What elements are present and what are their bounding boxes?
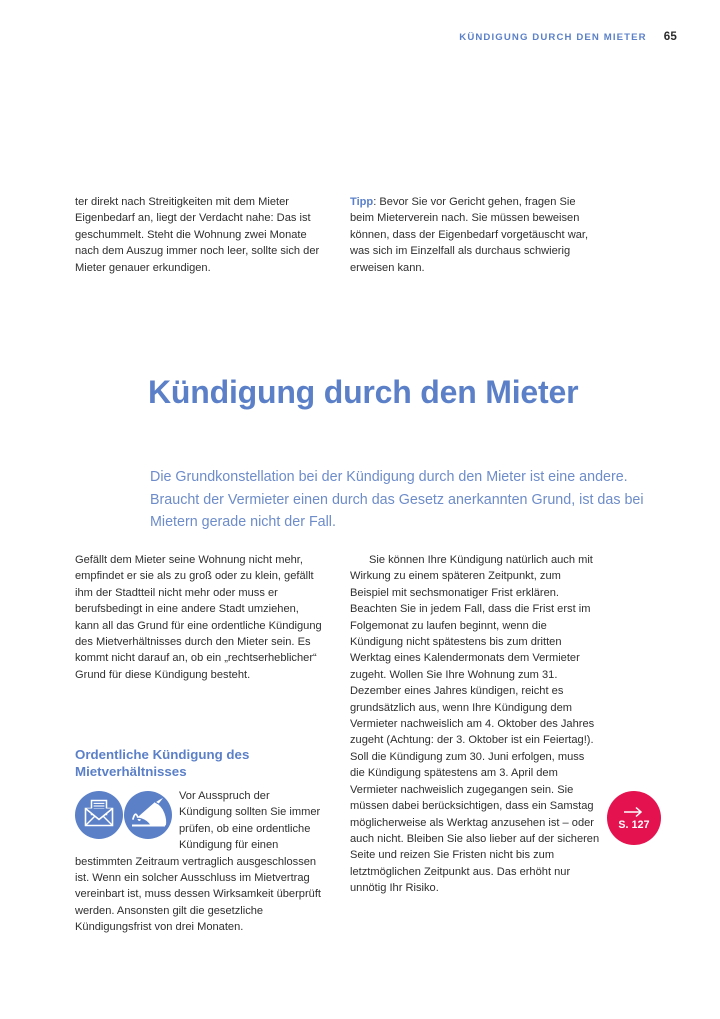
top-left-column	[75, 194, 322, 276]
icon-paragraph-text: Vor Ausspruch der Kündigung sollten Sie immer prüfen, ob eine ordentliche Kündigung für einen bestimmten Zeitraum vertraglich ausgeschlossen ist. Wenn ein solcher Ausschluss im Mietvertrag vereinbart ist, muss dessen Wirksamkeit überprüft werden. Ansonsten gilt die gesetzliche Kündigungsfrist von drei Monaten.	[75, 790, 321, 934]
page-number: 65	[663, 30, 677, 43]
tip-label: Tipp	[350, 196, 374, 208]
chapter-title: Kündigung durch den Mieter	[148, 374, 579, 411]
tip-label-separator: :	[373, 196, 377, 208]
icon-pair	[75, 790, 173, 840]
tip-body-text: Bevor Sie vor Gericht gehen, fragen Sie beim Mieterverein nach. Sie müssen beweisen können, dass der Eigenbedarf vorgetäuscht war, was sich im Einzelfall als durchaus schwierig erweisen kann.	[350, 196, 589, 274]
section-subheading: Ordentliche Kündigung des Mietverhältnisses	[75, 747, 250, 780]
running-head-title: KÜNDIGUNG DURCH DEN MIETER	[459, 32, 647, 43]
body-left-column	[75, 552, 322, 683]
envelope-letter-icon	[75, 791, 123, 839]
icon-paragraph-block	[75, 788, 322, 936]
cross-reference-badge[interactable]	[607, 791, 661, 845]
body-right-column	[350, 552, 600, 897]
chapter-standfirst: Die Grundkonstellation bei der Kündigung durch den Mieter ist eine andere. Braucht der Vermieter einen durch das Gesetz anerkannten Grund, ist das bei Mietern gerade nicht der Fall.	[150, 469, 644, 531]
cross-reference-label: S. 127	[618, 818, 650, 831]
body-left-paragraph: Gefällt dem Mieter seine Wohnung nicht mehr, empfindet er sie als zu groß oder zu klein, gefällt ihm der Stadtteil nicht mehr oder muss er berufsbedingt in eine andere Stadt umziehen, kann all das Grund für eine ordentliche Kündigung des Mietverhältnisses durch den Mieter sein. Es kommt nicht darauf an, ob ein „rechtserheblicher“ Grund für diese Kündigung besteht.	[75, 554, 322, 681]
arrow-right-icon	[623, 806, 645, 818]
top-right-column-tip	[350, 194, 600, 276]
top-left-paragraph: ter direkt nach Streitigkeiten mit dem Mieter Eigenbedarf an, liegt der Verdacht nahe: Das ist geschummelt. Steht die Wohnung zwei Monate nach dem Auszug immer noch leer, sollte sich der Mieter genauer erkundigen.	[75, 196, 320, 274]
running-head	[459, 30, 677, 43]
hand-signing-icon	[124, 791, 172, 839]
tip-paragraph	[350, 194, 600, 276]
body-right-paragraph: Sie können Ihre Kündigung natürlich auch mit Wirkung zu einem späteren Zeitpunkt, zum Beispiel mit sechsmonatiger Frist erklären. Beachten Sie in jedem Fall, dass die Frist erst im Folgemonat zu laufen beginnt, wenn die Kündigung nicht spätestens bis zum dritten Werktag eines Kalendermonats dem Vermieter zugeht. Wollen Sie Ihre Wohnung zum 31. Dezember eines Jahres kündigen, reicht es grundsätzlich aus, wenn Ihre Kündigung dem Vermieter nachweislich am 4. Oktober des Jahres zugeht (Achtung: der 3. Oktober ist ein Feiertag!). Soll die Kündigung zum 30. Juni erfolgen, muss die Kündigung spätestens am 3. April dem Vermieter nachweislich zugegangen sein. Sie müssen dabei berücksichtigen, dass ein Samstag möglicherweise als Werktag anzusehen ist – oder auch nicht. Bleiben Sie also lieber auf der sicheren Seite und reizen Sie Fristen nicht bis zum letztmöglichen Zeitpunkt aus. Das erhöht nur unnötig Ihr Risiko.	[350, 554, 600, 895]
